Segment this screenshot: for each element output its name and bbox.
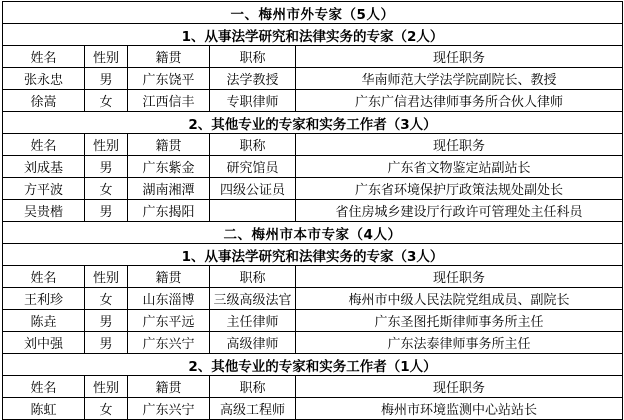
cell-position: 华南师范大学法学院副院长、教授 — [296, 68, 623, 90]
cell-title: 研究馆员 — [210, 156, 296, 178]
cell-origin: 广东揭阳 — [128, 200, 210, 222]
header-name: 姓名 — [3, 46, 85, 68]
header-position: 现任职务 — [296, 266, 623, 288]
cell-gender: 男 — [85, 200, 128, 222]
cell-title: 四级公证员 — [210, 178, 296, 200]
cell-origin: 广东兴宁 — [128, 398, 210, 420]
cell-position: 广东省文物鉴定站副站长 — [296, 156, 623, 178]
cell-position: 广东法泰律师事务所主任 — [296, 332, 623, 354]
cell-position: 省住房城乡建设厅行政许可管理处主任科员 — [296, 200, 623, 222]
cell-name: 陈虹 — [3, 398, 85, 420]
header-title: 职称 — [210, 266, 296, 288]
cell-origin: 山东淄博 — [128, 288, 210, 310]
cell-position: 梅州市中级人民法院党组成员、副院长 — [296, 288, 623, 310]
table-row — [3, 288, 623, 310]
header-gender: 性别 — [85, 376, 128, 398]
cell-gender: 女 — [85, 90, 128, 112]
group-title: 1、从事法学研究和法律实务的专家（3人） — [3, 244, 623, 266]
cell-position: 广东省环境保护厅政策法规处副处长 — [296, 178, 623, 200]
cell-title: 法学教授 — [210, 68, 296, 90]
header-origin: 籍贯 — [128, 134, 210, 156]
table-row — [3, 178, 623, 200]
header-row — [3, 134, 623, 156]
cell-origin: 湖南湘潭 — [128, 178, 210, 200]
table-row — [3, 332, 623, 354]
header-origin: 籍贯 — [128, 266, 210, 288]
cell-name: 张永忠 — [3, 68, 85, 90]
cell-name: 刘成基 — [3, 156, 85, 178]
cell-gender: 女 — [85, 398, 128, 420]
cell-name: 刘中强 — [3, 332, 85, 354]
section-title: 一、梅州市外专家（5人） — [3, 2, 623, 24]
cell-name: 吴贵楷 — [3, 200, 85, 222]
cell-origin: 广东紫金 — [128, 156, 210, 178]
cell-position: 广东广信君达律师事务所合伙人律师 — [296, 90, 623, 112]
cell-origin: 江西信丰 — [128, 90, 210, 112]
cell-position: 广东圣图托斯律师事务所主任 — [296, 310, 623, 332]
cell-name: 王利珍 — [3, 288, 85, 310]
cell-gender: 男 — [85, 156, 128, 178]
header-row — [3, 266, 623, 288]
header-name: 姓名 — [3, 266, 85, 288]
header-name: 姓名 — [3, 376, 85, 398]
cell-title: 专职律师 — [210, 90, 296, 112]
header-gender: 性别 — [85, 266, 128, 288]
header-origin: 籍贯 — [128, 376, 210, 398]
header-position: 现任职务 — [296, 376, 623, 398]
table-row — [3, 200, 623, 222]
header-title: 职称 — [210, 376, 296, 398]
header-name: 姓名 — [3, 134, 85, 156]
cell-name: 陈垚 — [3, 310, 85, 332]
header-gender: 性别 — [85, 46, 128, 68]
table-row — [3, 90, 623, 112]
header-row — [3, 46, 623, 68]
cell-title: 高级工程师 — [210, 398, 296, 420]
cell-name: 徐嵩 — [3, 90, 85, 112]
cell-title: 高级律师 — [210, 332, 296, 354]
section-title: 二、梅州市本市专家（4人） — [3, 222, 623, 244]
cell-title: 主任律师 — [210, 310, 296, 332]
cell-gender: 男 — [85, 310, 128, 332]
cell-gender: 男 — [85, 332, 128, 354]
header-origin: 籍贯 — [128, 46, 210, 68]
header-position: 现任职务 — [296, 46, 623, 68]
cell-gender: 女 — [85, 178, 128, 200]
header-row — [3, 376, 623, 398]
header-title: 职称 — [210, 134, 296, 156]
group-title: 2、其他专业的专家和实务工作者（3人） — [3, 112, 623, 134]
group-title: 2、其他专业的专家和实务工作者（1人） — [3, 354, 623, 376]
table-row — [3, 68, 623, 90]
header-title: 职称 — [210, 46, 296, 68]
table-row — [3, 156, 623, 178]
experts-table — [2, 1, 623, 420]
cell-gender: 男 — [85, 68, 128, 90]
header-position: 现任职务 — [296, 134, 623, 156]
cell-name: 方平波 — [3, 178, 85, 200]
table-row — [3, 398, 623, 420]
cell-position: 梅州市环境监测中心站站长 — [296, 398, 623, 420]
cell-origin: 广东饶平 — [128, 68, 210, 90]
cell-origin: 广东平远 — [128, 310, 210, 332]
group-title: 1、从事法学研究和法律实务的专家（2人） — [3, 24, 623, 46]
cell-title: 三级高级法官 — [210, 288, 296, 310]
cell-gender: 女 — [85, 288, 128, 310]
table-row — [3, 310, 623, 332]
cell-title — [210, 200, 296, 222]
cell-origin: 广东兴宁 — [128, 332, 210, 354]
header-gender: 性别 — [85, 134, 128, 156]
